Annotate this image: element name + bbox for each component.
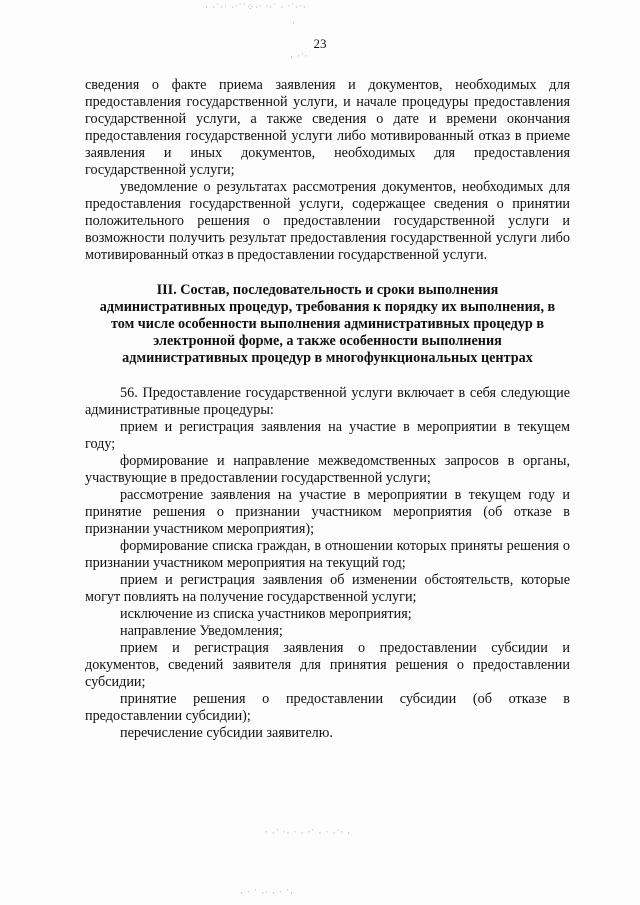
document-body [85,77,570,742]
procedure-item: исключение из списка участников мероприятия; [120,606,412,622]
scan-artifact-top: · ·˙·ˑ ·ˑ˙˙⁘·ˑ ˑ·˙ · ˑ˙·ˑ· [205,2,307,12]
scan-artifact-mark-2: · ˑ˙ˑ [290,52,309,62]
section-heading-line: административных процедур, требования к порядку их выполнения, в [99,299,556,315]
procedure-item: прием и регистрация заявления об изменении обстоятельств, которые могут повлиять на получение государственной услуги; [85,572,570,605]
clause-56-lead: 56. Предоставление государственной услуги включает в себя следующие административные процедуры: [85,385,570,418]
procedure-item: формирование списка граждан, в отношении которых приняты решения о признании участником мероприятия на текущий год; [85,538,570,571]
procedure-item: направление Уведомления; [120,623,283,639]
page-number: 23 [313,36,327,51]
procedure-item: прием и регистрация заявления о предоставлении субсидии и документов, сведений заявителя для принятия решения о предоставлении субсидии; [85,640,570,690]
intro-paragraph: уведомление о результатах рассмотрения документов, необходимых для предоставления государственной услуги, содержащее сведения о принятии положительного решения о предоставлении государственной услуги и возможности получить результат предоставления государственной услуги либо мотивированный отказ в предоставлении государственной услуги. [85,179,570,263]
section-heading-line: административных процедур в многофункциональных центрах [122,350,533,366]
scan-artifact-bottom: ˑ ·˙ ˑ· ˑ · ˑ˙ · ˑ ·˙ˑ · [265,828,352,838]
scan-artifact-bottom-2: · ˑ ˙ ·ˑ · ˑ ˙· [240,888,294,898]
procedure-item: рассмотрение заявления на участие в мероприятии в текущем году и принятие решения о признании участником мероприятия (об отказе в признании участником мероприятия); [85,487,570,537]
procedure-item: прием и регистрация заявления на участие в мероприятии в текущем году; [85,419,570,452]
section-heading-line: электронной форме, а также особенности выполнения [153,333,502,349]
procedure-item: принятие решения о предоставлении субсидии (об отказе в предоставлении субсидии); [85,691,570,724]
section-heading-line: том числе особенности выполнения административных процедур в [110,316,545,332]
scan-artifact-mark: · [292,18,296,28]
section-heading [85,282,570,367]
intro-paragraph: сведения о факте приема заявления и документов, необходимых для предоставления государственной услуги, и начале процедуры предоставления государственной услуги, а также сведения о дате и времени окончания предоставления государственной услуги либо мотивированный отказ в приеме заявления и иных документов, необходимых для предоставления государственной услуги; [85,77,570,178]
section-heading-line: III. Состав, последовательность и сроки выполнения [156,282,499,298]
procedure-item: перечисление субсидии заявителю. [120,725,333,741]
procedure-item: формирование и направление межведомственных запросов в органы, участвующие в предоставлении государственной услуги; [85,453,570,486]
